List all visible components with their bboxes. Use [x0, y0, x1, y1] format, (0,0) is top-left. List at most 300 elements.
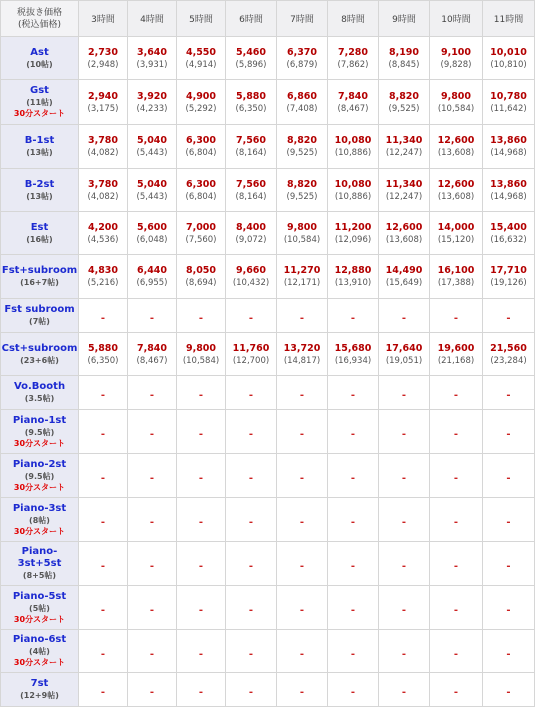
- price-incl-tax: (23,284): [490, 355, 527, 366]
- price-cell: [379, 542, 430, 586]
- unavailable-dash: -: [350, 687, 356, 698]
- room-header-cell: [1, 255, 79, 299]
- price-incl-tax: (13,608): [385, 234, 423, 245]
- unavailable-dash: -: [198, 390, 204, 401]
- price-incl-tax: (12,096): [334, 234, 372, 245]
- price-excl-tax: 3,920: [136, 90, 168, 102]
- price-incl-tax: (15,649): [385, 278, 423, 288]
- table-row: [1, 673, 535, 707]
- price-incl-tax: (13,608): [437, 191, 475, 202]
- hour-header: 4時間: [128, 1, 177, 37]
- price-incl-tax: (6,350): [235, 103, 267, 114]
- price-excl-tax: 5,880: [235, 90, 267, 102]
- unavailable-dash: -: [350, 605, 356, 616]
- unavailable-dash: -: [100, 429, 106, 440]
- price-excl-tax: 6,300: [185, 135, 217, 146]
- price-incl-tax: (10,584): [283, 234, 321, 245]
- price-excl-tax: 6,860: [286, 90, 318, 102]
- price-cell: [128, 299, 177, 333]
- price-excl-tax: 9,800: [286, 221, 318, 233]
- unavailable-dash: -: [100, 473, 106, 484]
- price-incl-tax: (7,560): [185, 234, 217, 245]
- room-name: Fst subroom: [4, 304, 75, 315]
- price-cell: [430, 630, 483, 673]
- price-incl-tax: (4,082): [87, 191, 119, 202]
- price-incl-tax: (8,467): [337, 103, 369, 114]
- price-excl-tax: 11,340: [385, 178, 423, 190]
- price-cell: [483, 212, 535, 255]
- price-excl-tax: 12,600: [437, 135, 475, 146]
- price-excl-tax: 16,100: [437, 265, 475, 276]
- price-cell: [430, 542, 483, 586]
- unavailable-dash: -: [453, 473, 459, 484]
- price-cell: [226, 80, 277, 125]
- price-cell: [328, 37, 379, 80]
- price-cell: [177, 299, 226, 333]
- price-incl-tax: (8,164): [235, 191, 267, 202]
- unavailable-dash: -: [506, 648, 511, 660]
- price-cell: [226, 542, 277, 586]
- price-excl-tax: 4,830: [87, 265, 119, 276]
- unavailable-dash: -: [401, 390, 407, 401]
- hour-header: 8時間: [328, 1, 379, 37]
- unavailable-dash: -: [198, 561, 204, 572]
- price-cell: [128, 80, 177, 125]
- unavailable-dash: -: [198, 648, 204, 660]
- price-incl-tax: (7,408): [286, 103, 318, 114]
- unavailable-dash: -: [350, 517, 356, 528]
- price-excl-tax: 10,780: [490, 90, 527, 102]
- price-cell: [328, 125, 379, 169]
- price-cell: [483, 498, 535, 542]
- unavailable-dash: -: [506, 429, 511, 440]
- price-incl-tax: (5,216): [87, 278, 119, 288]
- price-cell: [379, 454, 430, 498]
- price-cell: [277, 255, 328, 299]
- unavailable-dash: -: [506, 517, 511, 528]
- price-cell: [177, 542, 226, 586]
- room-header-cell: [1, 333, 79, 376]
- unavailable-dash: -: [198, 687, 204, 698]
- price-incl-tax: (19,126): [490, 278, 527, 288]
- table-row: [1, 498, 535, 542]
- room-size: (11帖): [26, 98, 53, 107]
- unavailable-dash: -: [401, 517, 407, 528]
- price-incl-tax: (8,467): [136, 355, 168, 366]
- room-size: (12+9帖): [20, 691, 59, 700]
- price-incl-tax: (12,247): [385, 148, 423, 158]
- price-cell: [226, 299, 277, 333]
- unavailable-dash: -: [506, 561, 511, 572]
- unavailable-dash: -: [506, 473, 511, 484]
- price-cell: [328, 630, 379, 673]
- price-cell: [328, 299, 379, 333]
- price-cell: [483, 673, 535, 707]
- hour-header: 11時間: [483, 1, 535, 37]
- price-cell: [328, 673, 379, 707]
- price-incl-tax: (7,862): [337, 59, 369, 70]
- price-cell: [277, 169, 328, 212]
- unavailable-dash: -: [401, 605, 407, 616]
- unavailable-dash: -: [248, 561, 254, 572]
- unavailable-dash: -: [149, 473, 155, 484]
- price-excl-tax: 8,820: [286, 135, 318, 146]
- price-excl-tax: 3,780: [87, 135, 119, 146]
- price-cell: [379, 169, 430, 212]
- unavailable-dash: -: [198, 429, 204, 440]
- room-note: 30分スタート: [13, 614, 66, 624]
- price-cell: [430, 255, 483, 299]
- price-incl-tax: (21,168): [437, 355, 475, 366]
- price-cell: [277, 498, 328, 542]
- price-cell: [79, 125, 128, 169]
- price-cell: [128, 498, 177, 542]
- unavailable-dash: -: [149, 313, 155, 324]
- price-incl-tax: (10,886): [334, 191, 372, 202]
- price-cell: [79, 376, 128, 410]
- price-cell: [79, 169, 128, 212]
- room-header-cell: [1, 673, 79, 707]
- price-cell: [128, 542, 177, 586]
- table-row: [1, 376, 535, 410]
- room-note: 30分スタート: [13, 526, 66, 536]
- price-incl-tax: (5,292): [185, 103, 217, 114]
- unavailable-dash: -: [299, 390, 305, 401]
- price-cell: [379, 630, 430, 673]
- price-cell: [226, 255, 277, 299]
- price-cell: [177, 454, 226, 498]
- price-cell: [328, 255, 379, 299]
- price-incl-tax: (9,072): [235, 234, 267, 245]
- unavailable-dash: -: [149, 605, 155, 616]
- price-excl-tax: 15,400: [490, 221, 527, 233]
- price-incl-tax: (12,171): [283, 278, 321, 288]
- price-cell: [177, 80, 226, 125]
- room-size: (9.5帖): [24, 427, 55, 437]
- price-cell: [79, 542, 128, 586]
- room-header-cell: [1, 299, 79, 333]
- price-cell: [277, 37, 328, 80]
- price-excl-tax: 4,550: [185, 46, 217, 58]
- price-cell: [328, 586, 379, 630]
- price-cell: [379, 80, 430, 125]
- table-row: [1, 37, 535, 80]
- price-cell: [483, 125, 535, 169]
- room-name: Gst: [30, 85, 49, 96]
- table-row: [1, 333, 535, 376]
- table-row: [1, 169, 535, 212]
- room-size: (8帖): [29, 515, 50, 525]
- price-cell: [128, 125, 177, 169]
- price-cell: [79, 498, 128, 542]
- room-name: Piano-1st: [12, 414, 67, 426]
- price-cell: [177, 586, 226, 630]
- price-cell: [277, 212, 328, 255]
- price-incl-tax: (6,955): [136, 278, 168, 288]
- price-cell: [177, 212, 226, 255]
- unavailable-dash: -: [453, 687, 459, 698]
- price-cell: [483, 542, 535, 586]
- price-cell: [177, 255, 226, 299]
- unavailable-dash: -: [149, 429, 155, 440]
- unavailable-dash: -: [350, 313, 356, 324]
- price-excl-tax: 12,600: [385, 221, 423, 233]
- unavailable-dash: -: [299, 517, 305, 528]
- unavailable-dash: -: [248, 648, 254, 660]
- price-cell: [226, 376, 277, 410]
- table-row: [1, 454, 535, 498]
- room-name: 7st: [30, 678, 49, 689]
- unavailable-dash: -: [350, 561, 356, 572]
- unavailable-dash: -: [149, 648, 155, 660]
- price-incl-tax: (9,525): [286, 191, 318, 202]
- price-excl-tax: 5,040: [136, 135, 168, 146]
- price-cell: [483, 454, 535, 498]
- table-row: [1, 80, 535, 125]
- price-cell: [177, 37, 226, 80]
- room-name: Piano-2st: [12, 458, 67, 470]
- price-cell: [430, 125, 483, 169]
- room-header-cell: [1, 586, 79, 630]
- price-cell: [483, 80, 535, 125]
- room-size: (16帖): [26, 234, 53, 244]
- hour-header: 7時間: [277, 1, 328, 37]
- price-cell: [328, 542, 379, 586]
- price-cell: [226, 212, 277, 255]
- price-excl-tax: 17,640: [385, 342, 423, 354]
- price-cell: [379, 37, 430, 80]
- price-cell: [128, 212, 177, 255]
- price-cell: [128, 169, 177, 212]
- price-cell: [328, 212, 379, 255]
- unavailable-dash: -: [248, 517, 254, 528]
- price-incl-tax: (12,700): [232, 355, 270, 366]
- unavailable-dash: -: [453, 648, 459, 660]
- unavailable-dash: -: [350, 390, 356, 401]
- price-cell: [177, 630, 226, 673]
- unavailable-dash: -: [198, 605, 204, 616]
- unavailable-dash: -: [100, 561, 106, 572]
- price-excl-tax: 5,040: [136, 178, 168, 190]
- price-cell: [177, 125, 226, 169]
- room-name: Cst+subroom: [1, 342, 78, 354]
- price-cell: [79, 37, 128, 80]
- price-cell: [483, 630, 535, 673]
- unavailable-dash: -: [453, 390, 459, 401]
- price-cell: [430, 673, 483, 707]
- unavailable-dash: -: [299, 687, 305, 698]
- room-name: Ast: [30, 46, 49, 58]
- room-size: (3.5帖): [24, 394, 55, 403]
- price-cell: [328, 333, 379, 376]
- price-cell: [277, 410, 328, 454]
- price-cell: [79, 212, 128, 255]
- unavailable-dash: -: [401, 429, 407, 440]
- room-header-cell: [1, 80, 79, 125]
- price-excl-tax: 7,840: [337, 90, 369, 102]
- table-row: [1, 299, 535, 333]
- price-cell: [79, 80, 128, 125]
- price-cell: [430, 586, 483, 630]
- room-size: (16+7帖): [20, 278, 59, 287]
- price-incl-tax: (17,388): [437, 278, 475, 288]
- room-name: Fst+subroom: [1, 265, 78, 276]
- price-incl-tax: (4,082): [87, 148, 119, 158]
- room-note: 30分スタート: [13, 658, 66, 667]
- unavailable-dash: -: [299, 473, 305, 484]
- price-cell: [177, 376, 226, 410]
- price-cell: [430, 299, 483, 333]
- price-cell: [328, 80, 379, 125]
- price-cell: [226, 410, 277, 454]
- price-cell: [128, 586, 177, 630]
- price-cell: [226, 169, 277, 212]
- price-cell: [226, 125, 277, 169]
- price-excl-tax: 11,200: [334, 221, 372, 233]
- price-incl-tax: (3,175): [87, 103, 119, 114]
- price-incl-tax: (16,632): [490, 234, 527, 245]
- table-body: [1, 37, 535, 707]
- room-name: B-2st: [24, 178, 55, 190]
- price-excl-tax: 9,660: [235, 265, 267, 276]
- room-size: (8+5帖): [22, 571, 57, 580]
- unavailable-dash: -: [248, 605, 254, 616]
- unavailable-dash: -: [299, 561, 305, 572]
- unavailable-dash: -: [149, 561, 155, 572]
- price-excl-tax: 21,560: [490, 342, 527, 354]
- price-excl-tax: 19,600: [437, 342, 475, 354]
- price-cell: [177, 673, 226, 707]
- price-incl-tax: (10,432): [232, 278, 270, 288]
- price-excl-tax: 13,860: [490, 178, 527, 190]
- price-incl-tax: (14,968): [490, 191, 527, 202]
- price-cell: [483, 333, 535, 376]
- price-incl-tax: (13,910): [334, 278, 372, 288]
- price-cell: [226, 37, 277, 80]
- price-cell: [277, 630, 328, 673]
- hour-header: 6時間: [226, 1, 277, 37]
- room-name: Est: [30, 221, 49, 233]
- table-row: [1, 255, 535, 299]
- room-size: (4帖): [29, 647, 50, 656]
- price-cell: [379, 255, 430, 299]
- unavailable-dash: -: [149, 390, 155, 401]
- price-incl-tax: (14,817): [283, 355, 321, 366]
- price-excl-tax: 3,640: [136, 46, 168, 58]
- table-row: [1, 212, 535, 255]
- price-incl-tax: (16,934): [334, 355, 372, 366]
- price-excl-tax: 9,800: [440, 90, 472, 102]
- room-note: 30分スタート: [13, 482, 66, 492]
- price-cell: [379, 586, 430, 630]
- price-excl-tax: 11,340: [385, 135, 423, 146]
- price-cell: [177, 410, 226, 454]
- room-name: Piano-: [21, 546, 58, 557]
- room-size: (7帖): [29, 317, 50, 326]
- room-size: (13帖): [26, 191, 53, 201]
- price-excl-tax: 6,300: [185, 178, 217, 190]
- price-incl-tax: (9,525): [388, 103, 420, 114]
- price-excl-tax: 11,270: [283, 265, 321, 276]
- price-cell: [128, 410, 177, 454]
- price-excl-tax: 17,710: [490, 265, 527, 276]
- price-incl-tax: (2,948): [87, 59, 119, 70]
- unavailable-dash: -: [401, 687, 407, 698]
- price-cell: [128, 37, 177, 80]
- price-cell: [277, 125, 328, 169]
- price-incl-tax: (4,914): [185, 59, 217, 70]
- unavailable-dash: -: [198, 313, 204, 324]
- table-row: [1, 125, 535, 169]
- price-cell: [79, 410, 128, 454]
- hour-header: 5時間: [177, 1, 226, 37]
- price-excl-tax: 8,820: [388, 90, 420, 102]
- price-incl-tax: (8,164): [235, 148, 267, 158]
- price-incl-tax: (12,247): [385, 191, 423, 202]
- room-header-cell: [1, 376, 79, 410]
- price-cell: [483, 376, 535, 410]
- price-excl-tax: 5,600: [136, 221, 168, 233]
- price-excl-tax: 7,560: [235, 135, 267, 146]
- price-excl-tax: 6,440: [136, 265, 168, 276]
- room-header-cell: [1, 410, 79, 454]
- price-incl-tax: (10,810): [490, 59, 527, 70]
- room-note: 30分スタート: [13, 109, 66, 118]
- price-cell: [79, 299, 128, 333]
- price-cell: [379, 333, 430, 376]
- price-cell: [226, 454, 277, 498]
- price-excl-tax: 7,560: [235, 178, 267, 190]
- price-cell: [430, 37, 483, 80]
- room-size: (10帖): [26, 59, 53, 69]
- room-header-cell: [1, 454, 79, 498]
- price-cell: [430, 498, 483, 542]
- unavailable-dash: -: [453, 313, 459, 324]
- price-excl-tax: 5,460: [235, 46, 267, 58]
- unavailable-dash: -: [299, 429, 305, 440]
- price-cell: [277, 454, 328, 498]
- price-cell: [430, 212, 483, 255]
- unavailable-dash: -: [100, 517, 106, 528]
- price-cell: [430, 80, 483, 125]
- price-cell: [328, 410, 379, 454]
- unavailable-dash: -: [100, 687, 106, 698]
- price-incl-tax: (5,896): [235, 59, 267, 70]
- price-incl-tax: (5,443): [136, 191, 168, 202]
- price-incl-tax: (3,931): [136, 59, 168, 70]
- unavailable-dash: -: [248, 473, 254, 484]
- price-cell: [379, 410, 430, 454]
- room-header-cell: [1, 125, 79, 169]
- table-row: [1, 630, 535, 673]
- price-excl-tax: 6,370: [286, 46, 318, 58]
- price-incl-tax: (9,828): [440, 59, 472, 70]
- price-cell: [379, 376, 430, 410]
- price-cell: [277, 542, 328, 586]
- price-cell: [277, 586, 328, 630]
- price-cell: [79, 673, 128, 707]
- price-cell: [483, 255, 535, 299]
- hour-header: 3時間: [79, 1, 128, 37]
- price-cell: [430, 454, 483, 498]
- price-cell: [79, 255, 128, 299]
- price-cell: [79, 586, 128, 630]
- unavailable-dash: -: [350, 473, 356, 484]
- unavailable-dash: -: [299, 313, 305, 324]
- price-excl-tax: 12,600: [437, 178, 475, 190]
- unavailable-dash: -: [100, 605, 106, 616]
- hour-header: 9時間: [379, 1, 430, 37]
